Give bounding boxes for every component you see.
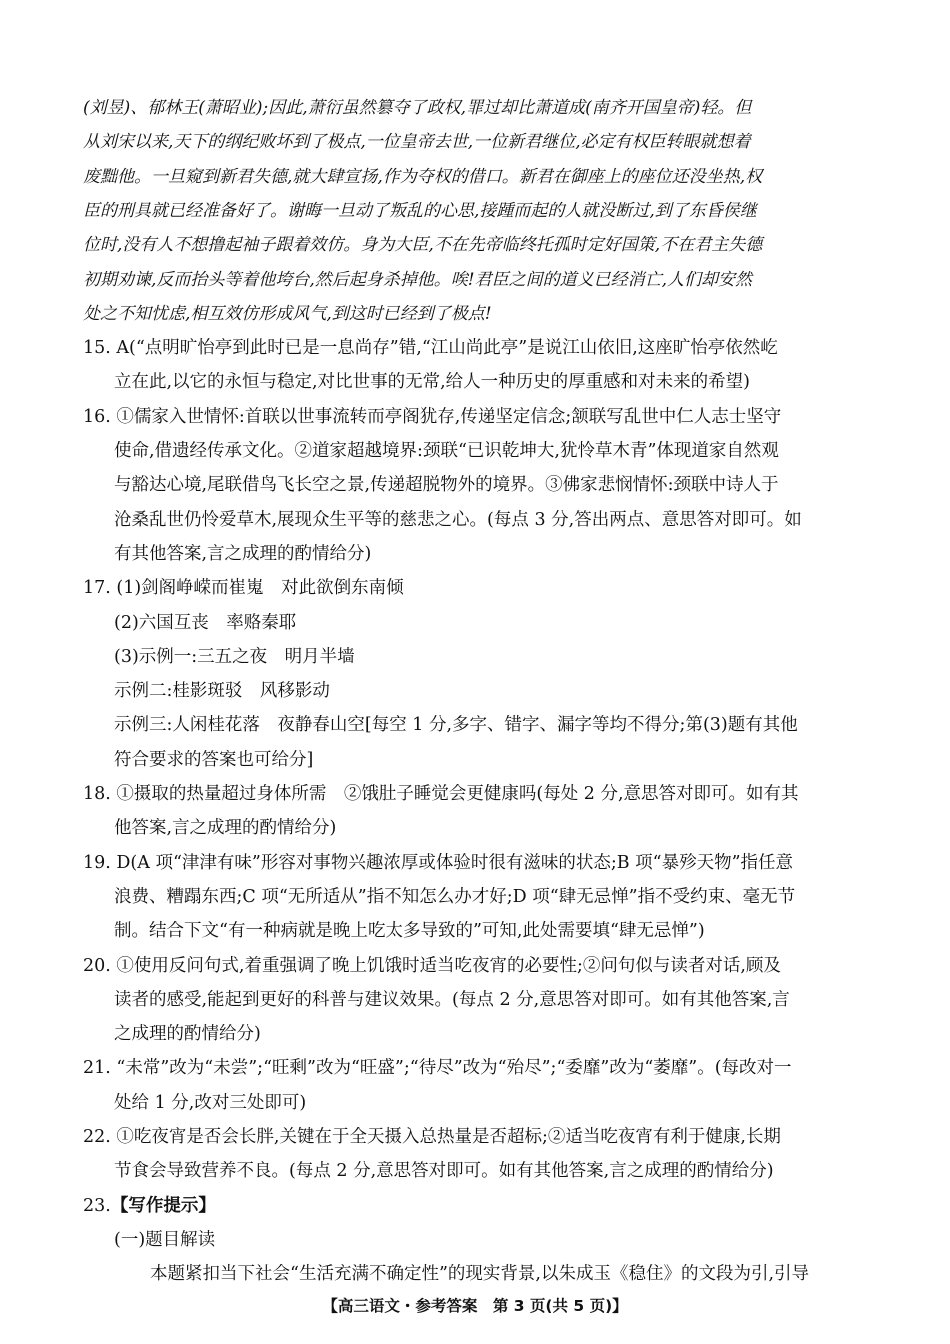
q20-line-1: 20. ①使用反问句式,着重强调了晚上饥饿时适当吃夜宵的必要性;②问句似与读者对话,顾及	[83, 955, 781, 976]
q19-line-2: 浪费、糟蹋东西;C 项“无所适从”指不知怎么办才好;D 项“肆无忌惮”指不受约束、毫无节	[114, 886, 796, 907]
page-footer: 【高三语文・参考答案 第 3 页(共 5 页)】	[322, 1297, 628, 1315]
q21-line-2: 处给 1 分,改对三处即可)	[114, 1092, 307, 1113]
translation-line-1: (刘昱)、郁林王(萧昭业);因此,萧衍虽然篡夺了政权,罪过却比萧道成(南齐开国皇帝)轻。但	[83, 98, 752, 118]
q18-line-1: 18. ①摄取的热量超过身体所需 ②饿肚子睡觉会更健康吗(每处 2 分,意思答对即可。如有其	[83, 784, 799, 804]
q17-line-3: (3)示例一:三五之夜 明月半墙	[114, 646, 355, 667]
q20-line-3: 之成理的酌情给分)	[114, 1024, 261, 1045]
q21-line-1: 21. “未常”改为“未尝”;“旺剩”改为“旺盛”;“待尽”改为“殆尽”;“委靡”改为“萎靡”。(每改对一	[83, 1058, 792, 1079]
q16-line-2: 使命,借遗经传承文化。②道家超越境界:颈联“已识乾坤大,犹怜草木青”体现道家自然观	[114, 441, 779, 461]
q18-line-2: 他答案,言之成理的酌情给分)	[114, 818, 337, 839]
q17-line-4: 示例二:桂影斑驳 风移影动	[114, 681, 330, 702]
translation-line-7: 处之不知忧虑,相互效仿形成风气,到这时已经到了极点!	[83, 303, 492, 324]
q20-line-2: 读者的感受,能起到更好的科普与建议效果。(每点 2 分,意思答对即可。如有其他答案,言	[114, 989, 790, 1010]
q19-line-3: 制。结合下文“有一种病就是晚上吃太多导致的”可知,此处需要填“肆无忌惮”)	[114, 921, 705, 942]
q22-line-1: 22. ①吃夜宵是否会长胖,关键在于全天摄入总热量是否超标;②适当吃夜宵有利于健康,长期	[83, 1127, 781, 1147]
q23-subheading: (一)题目解读	[114, 1229, 216, 1250]
translation-line-6: 初期劝谏,反而抬头等着他垮台,然后起身杀掉他。唉!君臣之间的道义已经消亡,人们却安然	[83, 269, 753, 290]
q16-line-5: 有其他答案,言之成理的酌情给分)	[114, 543, 372, 564]
q19-line-1: 19. D(A 项“津津有味”形容对事物兴趣浓厚或体验时很有滋味的状态;B 项“暴殄天物”指任意	[83, 852, 794, 873]
q23-number: 23.	[83, 1195, 111, 1216]
translation-line-5: 位时,没有人不想撸起袖子跟着效仿。身为大臣,不在先帝临终托孤时定好国策,不在君主失德	[83, 235, 763, 256]
q23-heading-line	[83, 1196, 216, 1216]
q17-line-5: 示例三:人闲桂花落 夜静春山空[每空 1 分,多字、错字、漏字等均不得分;第(3)题有其他	[114, 715, 798, 736]
translation-line-3: 废黜他。一旦窥到新君失德,就大肆宣扬,作为夺权的借口。新君在御座上的座位还没坐热,权	[83, 166, 763, 187]
q17-line-6: 符合要求的答案也可给分]	[114, 749, 314, 770]
q17-line-2: (2)六国互丧 率赂秦耶	[114, 612, 297, 633]
q23-paragraph: 本题紧扣当下社会“生活充满不确定性”的现实背景,以朱成玉《稳住》的文段为引,引导	[150, 1264, 810, 1285]
q23-heading: 【写作提示】	[110, 1195, 216, 1216]
q17-line-1: 17. (1)剑阁峥嵘而崔嵬 对此欲倒东南倾	[83, 578, 404, 599]
q16-line-4: 沧桑乱世仍怜爱草木,展现众生平等的慈悲之心。(每点 3 分,答出两点、意思答对即可。如	[114, 509, 802, 530]
q16-line-3: 与豁达心境,尾联借鸟飞长空之景,传递超脱物外的境界。③佛家悲悯情怀:颈联中诗人于	[114, 475, 779, 496]
q15-line-1: 15. A(“点明旷怡亭到此时已是一息尚存”错,“江山尚此亭”是说江山依旧,这座旷怡亭依然屹	[83, 338, 778, 359]
q15-line-2: 立在此,以它的永恒与稳定,对比世事的无常,给人一种历史的厚重感和对未来的希望)	[114, 372, 751, 393]
q16-line-1: 16. ①儒家入世情怀:首联以世事流转而亭阁犹存,传递坚定信念;颔联写乱世中仁人志士坚守	[83, 406, 782, 427]
translation-line-4: 臣的刑具就已经准备好了。谢晦一旦动了叛乱的心思,接踵而起的人就没断过,到了东昏侯继	[83, 200, 757, 221]
q22-line-2: 节食会导致营养不良。(每点 2 分,意思答对即可。如有其他答案,言之成理的酌情给分)	[114, 1161, 774, 1182]
translation-line-2: 从刘宋以来,天下的纲纪败坏到了极点,一位皇帝去世,一位新君继位,必定有权臣转眼就想着	[83, 132, 751, 153]
